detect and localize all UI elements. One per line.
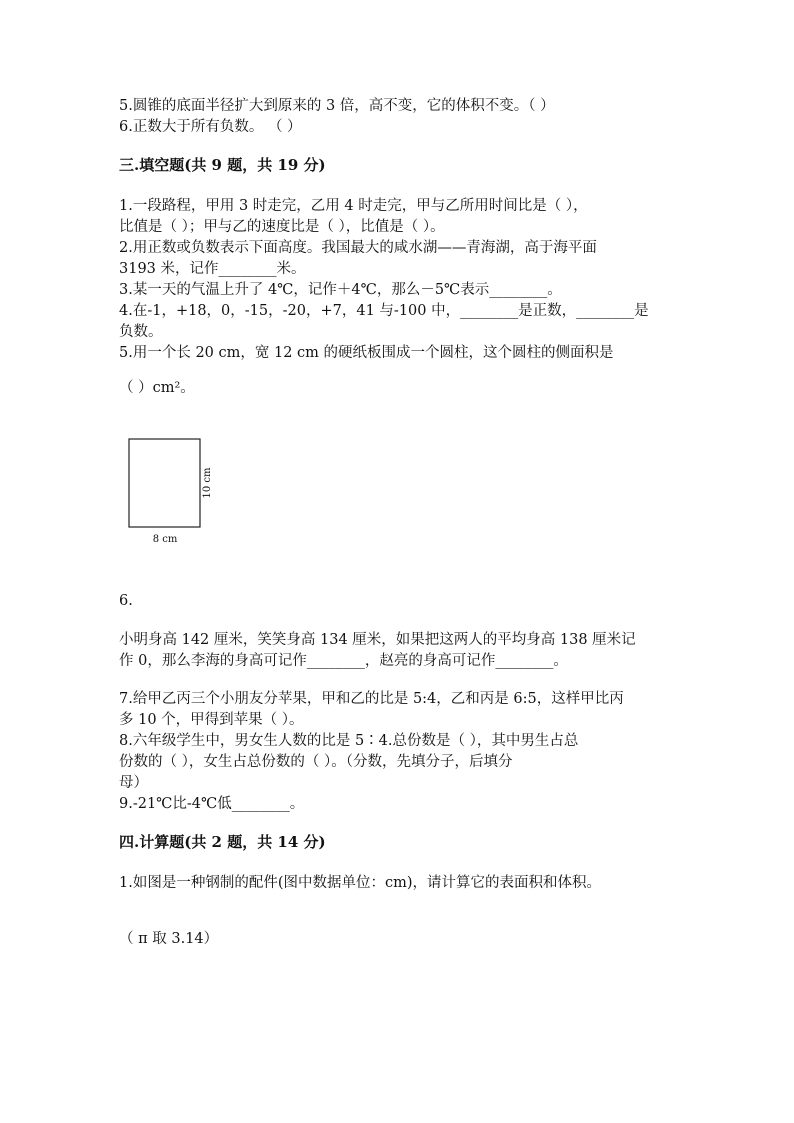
fill-q8-line2: 份数的（ ），女生占总份数的（ ）。（分数，先填分子，后填分: [119, 754, 513, 770]
fill-q4-line2: 负数。: [119, 324, 163, 340]
calc-q1: 1.如图是一种钢制的配件(图中数据单位：cm)，请计算它的表面积和体积。: [119, 875, 602, 891]
fill-q6-line2: 作 0，那么李海的身高可记作________，赵亮的身高可记作________。: [119, 653, 568, 669]
fill-q1-line1: 1.一段路程，甲用 3 时走完，乙用 4 时走完，甲与乙所用时间比是（ ），: [119, 198, 588, 214]
width-label: 8 cm: [152, 534, 178, 545]
judgement-q6: 6.正数大于所有负数。 （ ）: [119, 119, 302, 135]
judgement-q5: 5.圆锥的底面半径扩大到原来的 3 倍，高不变，它的体积不变。（ ）: [119, 98, 555, 114]
fill-q8-line3: 母）: [119, 775, 148, 791]
rectangle-outline: [129, 439, 200, 527]
rectangle-diagram: [118, 428, 228, 553]
fill-q6-number: 6.: [119, 593, 133, 609]
fill-q9: 9.-21℃比-4℃低________。: [119, 796, 305, 812]
fill-q7-line1: 7.给甲乙丙三个小朋友分苹果，甲和乙的比是 5:4，乙和丙是 6:5，这样甲比丙: [119, 691, 624, 707]
fill-q6-line1: 小明身高 142 厘米，笑笑身高 134 厘米，如果把这两人的平均身高 138 厘米记: [119, 632, 636, 648]
section-title-fill-in: 三.填空题(共 9 题，共 19 分): [119, 156, 326, 174]
fill-q5-line1: 5.用一个长 20 cm，宽 12 cm 的硬纸板围成一个圆柱，这个圆柱的侧面积是: [119, 345, 614, 361]
fill-q2-line1: 2.用正数或负数表示下面高度。我国最大的咸水湖——青海湖，高于海平面: [119, 240, 597, 256]
fill-q3: 3.某一天的气温上升了 4℃，记作＋4℃，那么－5℃表示________。: [119, 282, 562, 298]
fill-q4-line1: 4.在-1，+18，0，-15，-20，+7，41 与-100 中，________是正数，________是: [119, 303, 649, 319]
fill-q7-line2: 多 10 个，甲得到苹果（ ）。: [119, 712, 304, 728]
rectangle-figure: [118, 428, 228, 553]
fill-q5-line2: （ ）cm²。: [119, 380, 195, 396]
fill-q1-line2: 比值是（ ）；甲与乙的速度比是（ ），比值是（ ）。: [119, 219, 445, 235]
calc-q1-pi-note: （ π 取 3.14）: [119, 931, 219, 947]
fill-q8-line1: 8.六年级学生中，男女生人数的比是 5∶4.总份数是（ ），其中男生占总: [119, 733, 579, 749]
fill-q2-line2: 3193 米，记作________米。: [119, 261, 306, 277]
height-label: 10 cm: [202, 467, 213, 499]
section-title-calculation: 四.计算题(共 2 题，共 14 分): [119, 833, 326, 851]
